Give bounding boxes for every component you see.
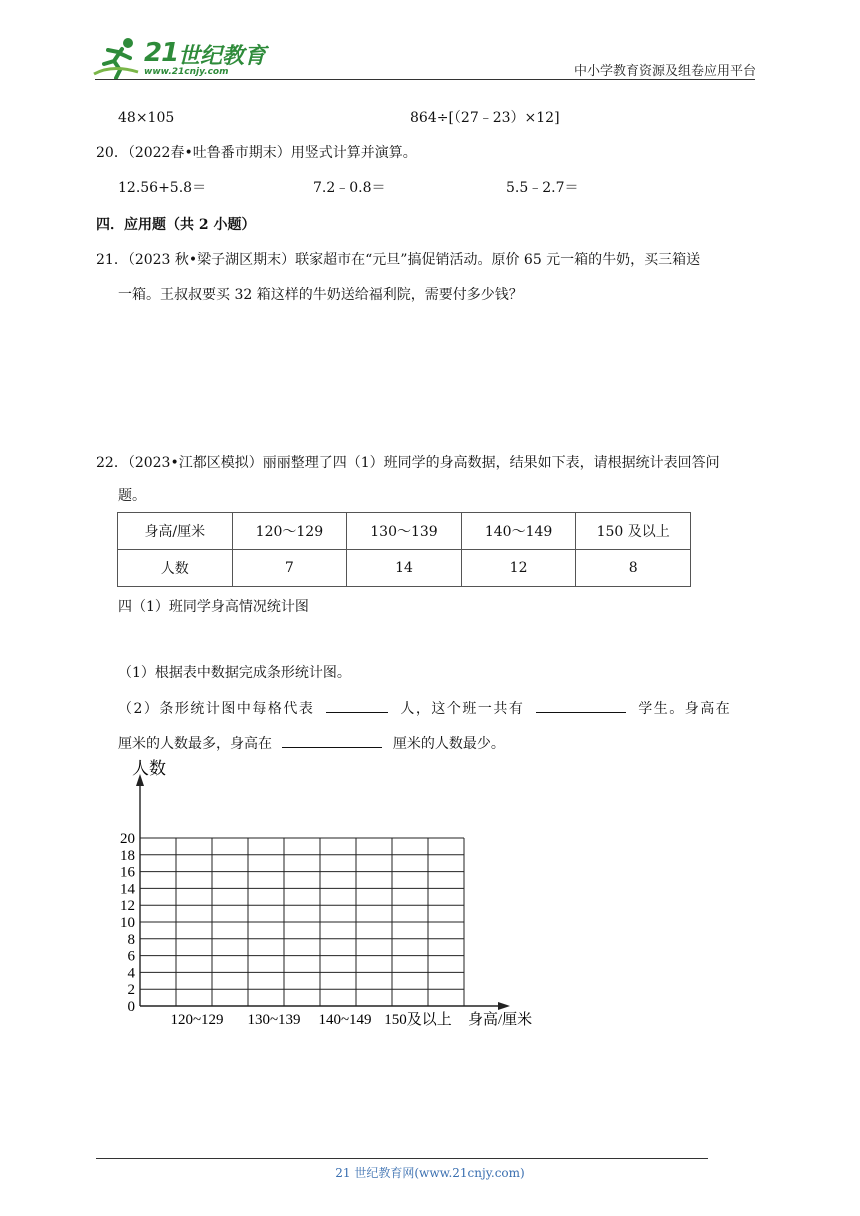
table-cell: 14 <box>347 550 462 587</box>
question-20: 20．（2022春•吐鲁番市期末）用竖式计算并演算。 <box>96 145 417 161</box>
q20-item-2: 7.2﹣0.8＝ <box>313 180 386 196</box>
sub-question-1: （1）根据表中数据完成条形统计图。 <box>118 665 351 681</box>
sub2-text-e: 厘米的人数最少。 <box>392 736 505 752</box>
table-cell: 8 <box>576 550 691 587</box>
answer-blank-per-cell[interactable] <box>326 698 388 713</box>
chart-gridlines <box>140 838 464 1006</box>
footer-text: 21 世纪教育网(www.21cnjy.com) <box>335 1166 525 1180</box>
x-tick-label: 140~149 <box>318 1012 372 1028</box>
calc-right: 864÷[（27﹣23）×12] <box>410 110 560 126</box>
height-table <box>117 512 691 587</box>
y-tick-label: 4 <box>127 965 135 982</box>
y-tick-label: 0 <box>127 999 135 1015</box>
calc-left: 48×105 <box>118 110 175 126</box>
y-tick-label: 16 <box>120 864 135 881</box>
sub2-text-d: 厘米的人数最多，身高在 <box>118 736 272 752</box>
x-tick-label: 130~139 <box>247 1012 301 1028</box>
table-cell: 12 <box>461 550 576 587</box>
y-tick-label: 18 <box>120 847 135 864</box>
sub2-text-c: 学生。身高在 <box>638 701 732 717</box>
answer-blank-total[interactable] <box>536 698 626 713</box>
sub2-text-b: 人，这个班一共有 <box>400 701 525 717</box>
table-cell: 7 <box>232 550 347 587</box>
x-tick-labels <box>170 1011 451 1028</box>
chart-caption: 四（1）班同学身高情况统计图 <box>118 599 309 615</box>
question-22-line-1: 22．（2023•江都区模拟）丽丽整理了四（1）班同学的身高数据，结果如下表，请根据统计表回答问 <box>96 455 720 471</box>
y-tick-label: 20 <box>120 831 135 847</box>
table-cell: 120～129 <box>232 513 347 550</box>
y-axis-label: 人数 <box>132 759 166 778</box>
table-cell: 140～149 <box>461 513 576 550</box>
header-divider <box>95 79 755 80</box>
bar-chart-grid <box>110 752 560 1037</box>
logo-text: 世纪教育 <box>178 44 267 69</box>
x-axis-label: 身高/厘米 <box>468 1012 533 1028</box>
table-header-row <box>118 513 691 550</box>
table-cell: 人数 <box>118 550 233 587</box>
section-title: 四．应用题（共 2 小题） <box>96 217 256 233</box>
y-tick-label: 12 <box>120 898 135 915</box>
sub-question-2-line-2 <box>118 733 505 754</box>
y-tick-label: 14 <box>120 881 135 898</box>
table-cell: 130～139 <box>347 513 462 550</box>
q20-item-1: 12.56+5.8＝ <box>118 180 207 196</box>
footer-divider <box>96 1158 708 1159</box>
sub2-text-a: （2）条形统计图中每格代表 <box>118 701 315 717</box>
y-tick-label: 10 <box>120 915 135 931</box>
platform-name: 中小学教育资源及组卷应用平台 <box>573 64 756 79</box>
q20-item-3: 5.5﹣2.7＝ <box>506 180 579 196</box>
runner-logo-icon <box>92 34 144 80</box>
logo-number: 21 <box>144 38 179 68</box>
question-22-line-2: 题。 <box>118 488 146 504</box>
table-cell: 150 及以上 <box>576 513 691 550</box>
y-tick-label: 8 <box>127 931 135 948</box>
logo-url: www.21cnjy.com <box>144 67 229 77</box>
question-21-line-2: 一箱。王叔叔要买 32 箱这样的牛奶送给福利院，需要付多少钱？ <box>118 287 523 303</box>
x-axis-arrow-icon <box>498 1002 510 1010</box>
question-21-line-1: 21．（2023 秋•梁子湖区期末）联家超市在“元旦”搞促销活动。原价 65 元一箱的牛奶，买三箱送 <box>96 252 701 268</box>
table-cell: 身高/厘米 <box>118 513 233 550</box>
x-tick-label: 150及以上 <box>384 1012 452 1028</box>
site-logo <box>92 34 267 80</box>
y-tick-label: 2 <box>127 982 135 999</box>
table-row <box>118 550 691 587</box>
y-tick-label: 6 <box>127 948 135 965</box>
x-tick-label: 120~129 <box>170 1012 224 1028</box>
y-tick-labels <box>120 831 136 1015</box>
sub-question-2-line-1 <box>118 698 731 719</box>
answer-blank-least[interactable] <box>282 733 382 748</box>
